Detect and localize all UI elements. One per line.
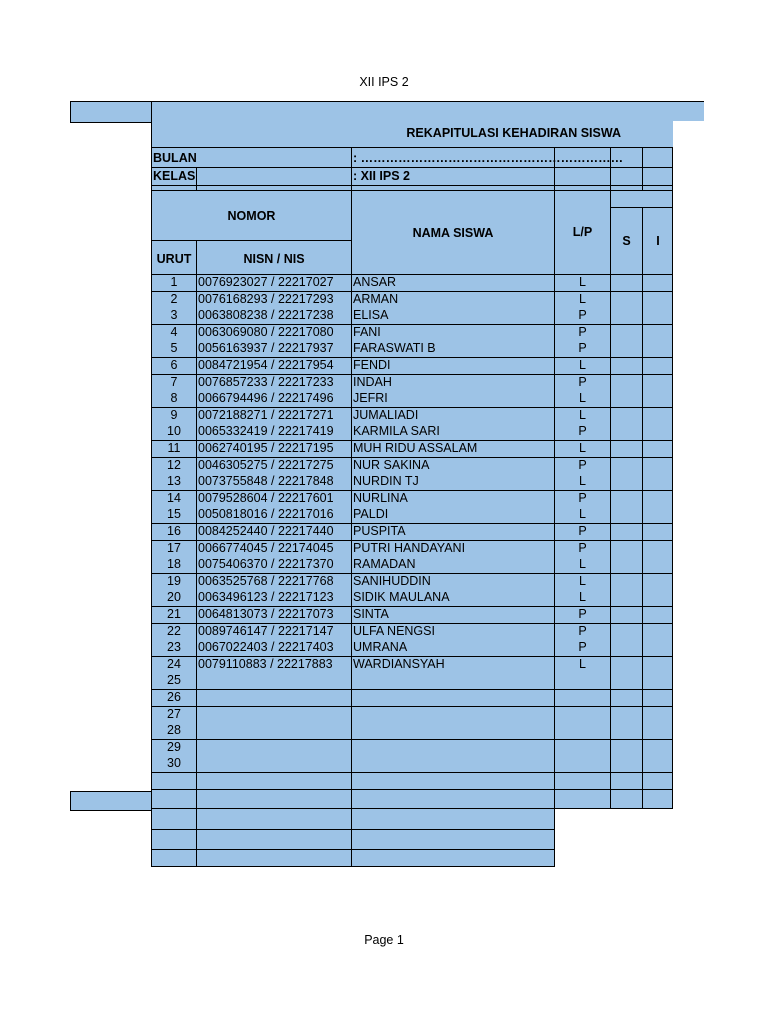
table-row: [151, 524, 673, 541]
table-row: [151, 491, 673, 508]
cell-nisn: 0063525768 / 22217768: [197, 574, 352, 591]
cell-nisn: [197, 690, 352, 707]
cell-nama: [352, 790, 555, 809]
cell-urut: 7: [151, 375, 197, 392]
table-row: [151, 507, 673, 524]
cell-s: [611, 491, 643, 508]
cell-nama: NUR SAKINA: [352, 458, 555, 475]
table-row: [151, 441, 673, 458]
cell-nisn: 0084721954 / 22217954: [197, 358, 352, 375]
cell-lp: L: [555, 557, 611, 574]
cell-nisn: [197, 850, 352, 867]
table-row: [151, 474, 673, 491]
cell-i: [643, 358, 673, 375]
cell-s: [611, 358, 643, 375]
cell-nisn: [197, 740, 352, 757]
cell-urut: [151, 809, 197, 830]
cell-nisn: 0065332419 / 22217419: [197, 424, 352, 441]
table-row: [151, 673, 673, 690]
cell-nisn: 0056163937 / 22217937: [197, 341, 352, 358]
cell-urut: 4: [151, 325, 197, 342]
cell-nisn: 0050818016 / 22217016: [197, 507, 352, 524]
table-row: [151, 574, 673, 591]
cell-s: [611, 707, 643, 724]
cell-urut: 26: [151, 690, 197, 707]
cell-nisn: 0079528604 / 22217601: [197, 491, 352, 508]
cell-lp: [555, 690, 611, 707]
table-row: [151, 740, 673, 757]
cell-urut: 6: [151, 358, 197, 375]
cell-s: [611, 408, 643, 425]
cell-nisn: [197, 707, 352, 724]
cell-s: [611, 308, 643, 325]
table-row: [151, 424, 673, 441]
header-urut: URUT: [156, 251, 192, 266]
cell-urut: 15: [151, 507, 197, 524]
cell-s: [611, 574, 643, 591]
title-band: [151, 121, 673, 147]
cell-lp: P: [555, 541, 611, 558]
cell-s: [611, 524, 643, 541]
cell-urut: 21: [151, 607, 197, 624]
cell-nisn: [197, 756, 352, 773]
cell-nama: [352, 830, 555, 850]
cell-nisn: 0062740195 / 22217195: [197, 441, 352, 458]
cell-i: [643, 756, 673, 773]
cell-s: [611, 474, 643, 491]
cell-i: [643, 574, 673, 591]
table-row: [151, 408, 673, 425]
cell-nama: [352, 740, 555, 757]
table-row: [151, 707, 673, 724]
cell-urut: 2: [151, 292, 197, 309]
cell-i: [643, 723, 673, 740]
cell-nisn: 0076168293 / 22217293: [197, 292, 352, 309]
left-margin-cell-top: [70, 101, 152, 123]
cell-s: [611, 607, 643, 624]
cell-i: [643, 640, 673, 657]
table-row: [151, 723, 673, 740]
cell-s: [611, 341, 643, 358]
table-row: [151, 624, 673, 641]
cell-urut: 18: [151, 557, 197, 574]
cell-nama: NURDIN TJ: [352, 474, 555, 491]
cell-nama: ARMAN: [352, 292, 555, 309]
cell-nisn: [197, 673, 352, 690]
cell-nisn: 0046305275 / 22217275: [197, 458, 352, 475]
table-row: [151, 590, 673, 607]
cell-nama: [352, 809, 555, 830]
cell-nisn: 0075406370 / 22217370: [197, 557, 352, 574]
cell-i: [643, 541, 673, 558]
cell-i: [643, 341, 673, 358]
cell-s: [611, 740, 643, 757]
cell-lp: [555, 790, 611, 809]
cell-nisn: [197, 809, 352, 830]
cell-i: [643, 275, 673, 292]
cell-urut: 9: [151, 408, 197, 425]
cell-lp: L: [555, 391, 611, 408]
page-header: XII IPS 2: [359, 75, 409, 89]
cell-s: [611, 640, 643, 657]
table-row: [151, 756, 673, 773]
cell-urut: [151, 850, 197, 867]
cell-lp: [555, 723, 611, 740]
cell-urut: 20: [151, 590, 197, 607]
cell-s: [611, 690, 643, 707]
cell-i: [643, 474, 673, 491]
kelas-label: KELAS: [153, 169, 196, 183]
cell-lp: L: [555, 574, 611, 591]
cell-lp: P: [555, 308, 611, 325]
blank-row: [151, 773, 673, 790]
cell-nama: [352, 707, 555, 724]
cell-s: [611, 723, 643, 740]
cell-lp: L: [555, 358, 611, 375]
cell-urut: [151, 790, 197, 809]
table-row: [151, 607, 673, 624]
cell-s: [611, 673, 643, 690]
cell-urut: 17: [151, 541, 197, 558]
cell-lp: [555, 673, 611, 690]
cell-nama: NURLINA: [352, 491, 555, 508]
cell-nama: PALDI: [352, 507, 555, 524]
cell-i: [643, 507, 673, 524]
cell-lp: P: [555, 341, 611, 358]
cell-urut: [151, 830, 197, 850]
cell-lp: L: [555, 657, 611, 674]
cell-nisn: 0063496123 / 22217123: [197, 590, 352, 607]
cell-nisn: [197, 830, 352, 850]
cell-lp: P: [555, 624, 611, 641]
left-margin-cell-bottom: [70, 791, 152, 811]
cell-lp: P: [555, 640, 611, 657]
cell-lp: P: [555, 375, 611, 392]
header-i: I: [656, 234, 660, 248]
table-row: [151, 308, 673, 325]
blank-row: [151, 850, 673, 867]
cell-i: [643, 607, 673, 624]
cell-i: [643, 308, 673, 325]
cell-nisn: 0076857233 / 22217233: [197, 375, 352, 392]
cell-nama: SANIHUDDIN: [352, 574, 555, 591]
cell-nama: UMRANA: [352, 640, 555, 657]
cell-nama: JEFRI: [352, 391, 555, 408]
cell-urut: 30: [151, 756, 197, 773]
cell-i: [643, 673, 673, 690]
kelas-value: : XII IPS 2: [353, 169, 410, 183]
table-row: [151, 640, 673, 657]
table-row: [151, 391, 673, 408]
table-row: [151, 657, 673, 674]
cell-s: [611, 624, 643, 641]
blank-row: [151, 830, 673, 850]
cell-urut: 3: [151, 308, 197, 325]
bulan-label: BULAN: [153, 151, 197, 165]
cell-nisn: 0063069080 / 22217080: [197, 325, 352, 342]
cell-urut: [151, 773, 197, 790]
cell-nama: [352, 756, 555, 773]
cell-nama: KARMILA SARI: [352, 424, 555, 441]
cell-s: [611, 541, 643, 558]
cell-nama: RAMADAN: [352, 557, 555, 574]
cell-nisn: 0079110883 / 22217883: [197, 657, 352, 674]
cell-urut: 8: [151, 391, 197, 408]
cell-urut: 10: [151, 424, 197, 441]
cell-s: [611, 325, 643, 342]
cell-nama: ULFA NENGSI: [352, 624, 555, 641]
cell-i: [643, 524, 673, 541]
cell-i: [643, 740, 673, 757]
cell-lp: L: [555, 275, 611, 292]
cell-i: [643, 325, 673, 342]
cell-i: [643, 707, 673, 724]
cell-nisn: 0073755848 / 22217848: [197, 474, 352, 491]
cell-urut: 25: [151, 673, 197, 690]
cell-s: [611, 507, 643, 524]
cell-lp: P: [555, 491, 611, 508]
cell-s: [611, 773, 643, 790]
header-nisn: NISN / NIS: [243, 251, 305, 266]
cell-nisn: [197, 723, 352, 740]
cell-urut: 29: [151, 740, 197, 757]
cell-urut: 19: [151, 574, 197, 591]
cell-nama: [352, 673, 555, 690]
cell-s: [611, 424, 643, 441]
blank-row: [151, 809, 673, 830]
table-row: [151, 358, 673, 375]
cell-nisn: 0076923027 / 22217027: [197, 275, 352, 292]
cell-urut: 27: [151, 707, 197, 724]
header-lp: L/P: [572, 225, 593, 239]
cell-nama: [352, 690, 555, 707]
cell-i: [643, 690, 673, 707]
cell-nama: PUSPITA: [352, 524, 555, 541]
header-nama: NAMA SISWA: [412, 226, 494, 240]
cell-s: [611, 557, 643, 574]
cell-nama: [352, 723, 555, 740]
table-row: [151, 292, 673, 309]
info-divider-2: [151, 185, 673, 186]
cell-s: [611, 790, 643, 809]
cell-urut: 1: [151, 275, 197, 292]
cell-lp: P: [555, 325, 611, 342]
table-row: [151, 341, 673, 358]
cell-i: [643, 292, 673, 309]
cell-i: [643, 408, 673, 425]
cell-s: [611, 391, 643, 408]
header-nomor: NOMOR: [152, 191, 351, 241]
cell-s: [611, 458, 643, 475]
info-vline-4: [642, 147, 643, 191]
info-vline-1: [351, 147, 352, 191]
cell-nisn: 0066774045 / 22174045: [197, 541, 352, 558]
cell-lp: L: [555, 590, 611, 607]
cell-urut: 5: [151, 341, 197, 358]
cell-i: [643, 790, 673, 809]
header-s: S: [622, 234, 631, 248]
cell-s: [611, 292, 643, 309]
cell-lp: [555, 756, 611, 773]
blank-row: [151, 790, 673, 809]
student-table-body: [151, 275, 673, 875]
cell-s: [611, 756, 643, 773]
cell-nama: [352, 850, 555, 867]
cell-nisn: [197, 773, 352, 790]
cell-lp: P: [555, 424, 611, 441]
cell-i: [643, 657, 673, 674]
cell-nama: PUTRI HANDAYANI: [352, 541, 555, 558]
cell-lp: L: [555, 507, 611, 524]
cell-i: [643, 491, 673, 508]
cell-s: [611, 590, 643, 607]
cell-lp: L: [555, 474, 611, 491]
cell-urut: 23: [151, 640, 197, 657]
cell-nama: FANI: [352, 325, 555, 342]
cell-nisn: 0063808238 / 22217238: [197, 308, 352, 325]
page-footer: Page 1: [364, 933, 404, 947]
report-title: REKAPITULASI KEHADIRAN SISWA: [406, 126, 621, 140]
cell-s: [611, 375, 643, 392]
cell-nama: FARASWATI B: [352, 341, 555, 358]
table-row: [151, 375, 673, 392]
title-band-top: [151, 101, 704, 121]
cell-i: [643, 624, 673, 641]
cell-lp: P: [555, 458, 611, 475]
cell-lp: [555, 740, 611, 757]
cell-nama: MUH RIDU ASSALAM: [352, 441, 555, 458]
cell-nisn: 0089746147 / 22217147: [197, 624, 352, 641]
cell-nama: FENDI: [352, 358, 555, 375]
cell-nama: SINTA: [352, 607, 555, 624]
cell-nisn: 0084252440 / 22217440: [197, 524, 352, 541]
info-vline-kelas: [196, 167, 197, 191]
table-row: [151, 690, 673, 707]
cell-i: [643, 590, 673, 607]
cell-nama: SIDIK MAULANA: [352, 590, 555, 607]
cell-s: [611, 275, 643, 292]
cell-lp: L: [555, 441, 611, 458]
cell-nama: ELISA: [352, 308, 555, 325]
table-row: [151, 275, 673, 292]
cell-nisn: [197, 790, 352, 809]
info-divider: [151, 167, 673, 168]
cell-lp: L: [555, 292, 611, 309]
table-row: [151, 458, 673, 475]
cell-i: [643, 375, 673, 392]
cell-urut: 11: [151, 441, 197, 458]
cell-i: [643, 773, 673, 790]
cell-urut: 14: [151, 491, 197, 508]
cell-nama: [352, 773, 555, 790]
cell-nama: INDAH: [352, 375, 555, 392]
cell-s: [611, 441, 643, 458]
cell-i: [643, 458, 673, 475]
bulan-value: : ………………………………………………………: [353, 151, 624, 165]
cell-nama: JUMALIADI: [352, 408, 555, 425]
table-row: [151, 541, 673, 558]
cell-nisn: 0066794496 / 22217496: [197, 391, 352, 408]
cell-nisn: 0064813073 / 22217073: [197, 607, 352, 624]
cell-nama: ANSAR: [352, 275, 555, 292]
cell-lp: P: [555, 524, 611, 541]
cell-nama: WARDIANSYAH: [352, 657, 555, 674]
cell-urut: 12: [151, 458, 197, 475]
cell-lp: [555, 707, 611, 724]
cell-i: [643, 557, 673, 574]
cell-i: [643, 391, 673, 408]
cell-lp: P: [555, 607, 611, 624]
table-row: [151, 557, 673, 574]
cell-urut: 24: [151, 657, 197, 674]
cell-i: [643, 424, 673, 441]
cell-urut: 22: [151, 624, 197, 641]
cell-urut: 16: [151, 524, 197, 541]
cell-urut: 13: [151, 474, 197, 491]
cell-nisn: 0067022403 / 22217403: [197, 640, 352, 657]
table-row: [151, 325, 673, 342]
cell-lp: [555, 773, 611, 790]
cell-lp: L: [555, 408, 611, 425]
cell-s: [611, 657, 643, 674]
cell-urut: 28: [151, 723, 197, 740]
cell-nisn: 0072188271 / 22217271: [197, 408, 352, 425]
cell-i: [643, 441, 673, 458]
